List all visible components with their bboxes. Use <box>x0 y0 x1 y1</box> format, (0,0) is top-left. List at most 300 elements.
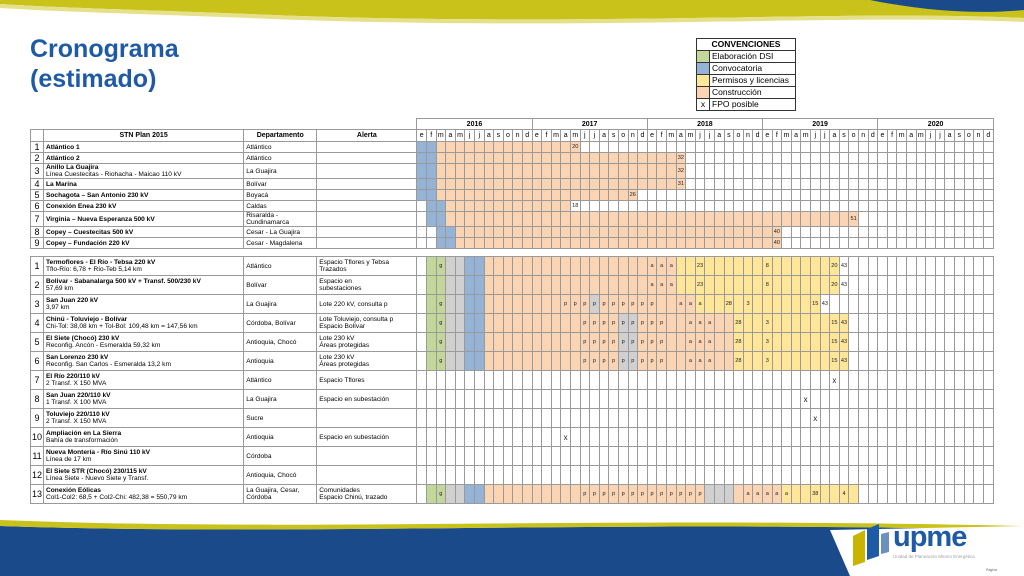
timeline-cell: 43 <box>839 333 849 352</box>
timeline-cell <box>695 466 705 485</box>
timeline-cell <box>810 153 820 164</box>
timeline-cell <box>417 257 427 276</box>
timeline-cell <box>753 333 763 352</box>
timeline-cell <box>724 227 734 238</box>
timeline-cell <box>436 466 446 485</box>
timeline-cell <box>532 190 542 201</box>
timeline-cell <box>657 179 667 190</box>
month-header: a <box>945 130 955 142</box>
timeline-cell <box>532 179 542 190</box>
alert-line: Lote 230 kV <box>319 335 355 342</box>
timeline-cell <box>935 428 945 447</box>
timeline-cell <box>954 179 964 190</box>
timeline-cell <box>887 276 897 295</box>
timeline-cell <box>868 227 878 238</box>
timeline-cell <box>561 201 571 212</box>
timeline-cell <box>762 227 772 238</box>
timeline-cell <box>590 371 600 390</box>
timeline-cell <box>455 314 465 333</box>
month-header: a <box>446 130 456 142</box>
timeline-cell <box>734 153 744 164</box>
timeline-cell <box>983 447 993 466</box>
timeline-cell <box>513 485 523 504</box>
department-cell <box>244 428 317 447</box>
timeline-cell <box>686 447 696 466</box>
timeline-cell <box>954 371 964 390</box>
timeline-cell <box>580 227 590 238</box>
timeline-cell <box>570 257 580 276</box>
timeline-cell <box>974 466 984 485</box>
timeline-cell <box>599 227 609 238</box>
timeline-cell <box>935 190 945 201</box>
timeline-cell <box>782 466 792 485</box>
timeline-cell <box>513 179 523 190</box>
timeline-cell <box>945 409 955 428</box>
timeline-cell <box>484 257 494 276</box>
timeline-cell <box>609 447 619 466</box>
timeline-cell <box>897 179 907 190</box>
timeline-cell <box>974 447 984 466</box>
timeline-cell <box>714 409 724 428</box>
timeline-cell <box>542 428 552 447</box>
timeline-cell <box>705 371 715 390</box>
timeline-cell <box>945 295 955 314</box>
timeline-cell: 32 <box>676 164 686 179</box>
timeline-cell <box>465 190 475 201</box>
timeline-cell <box>570 466 580 485</box>
timeline-cell <box>868 409 878 428</box>
project-title: El Siete (Chocó) 230 kV <box>46 335 120 342</box>
timeline-cell <box>974 179 984 190</box>
timeline-cell <box>455 485 465 504</box>
project-name <box>44 485 244 504</box>
timeline-cell <box>561 485 571 504</box>
timeline-cell <box>935 447 945 466</box>
timeline-cell: a <box>695 314 705 333</box>
timeline-cell <box>676 276 686 295</box>
timeline-cell <box>657 190 667 201</box>
timeline-cell <box>638 371 648 390</box>
timeline-cell: p <box>638 352 648 371</box>
timeline-cell <box>609 428 619 447</box>
timeline-cell <box>906 314 916 333</box>
timeline-cell <box>897 164 907 179</box>
timeline-cell: g <box>436 485 446 504</box>
timeline-cell <box>513 153 523 164</box>
month-header: m <box>897 130 907 142</box>
timeline-cell <box>964 333 974 352</box>
project-row <box>31 276 994 295</box>
timeline-cell <box>954 352 964 371</box>
timeline-cell <box>436 164 446 179</box>
timeline-cell <box>417 164 427 179</box>
timeline-cell <box>647 201 657 212</box>
timeline-cell: p <box>638 295 648 314</box>
timeline-cell <box>926 371 936 390</box>
timeline-cell <box>599 201 609 212</box>
timeline-cell <box>474 212 484 227</box>
timeline-cell <box>878 428 888 447</box>
timeline-cell <box>666 164 676 179</box>
timeline-cell <box>465 447 475 466</box>
timeline-cell <box>503 485 513 504</box>
timeline-cell <box>782 190 792 201</box>
timeline-cell <box>887 447 897 466</box>
timeline-cell <box>724 333 734 352</box>
timeline-cell <box>964 227 974 238</box>
timeline-cell <box>964 164 974 179</box>
timeline-cell <box>964 352 974 371</box>
timeline-cell <box>974 212 984 227</box>
timeline-cell <box>436 190 446 201</box>
timeline-cell <box>638 276 648 295</box>
timeline-cell <box>849 428 859 447</box>
timeline-cell <box>878 164 888 179</box>
timeline-cell <box>590 466 600 485</box>
timeline-cell <box>714 201 724 212</box>
timeline-cell <box>810 164 820 179</box>
row-number: 9 <box>31 238 44 249</box>
timeline-cell: p <box>657 485 667 504</box>
timeline-cell <box>474 428 484 447</box>
timeline-cell <box>743 390 753 409</box>
timeline-cell <box>762 428 772 447</box>
timeline-cell <box>638 390 648 409</box>
timeline-cell <box>657 142 667 153</box>
timeline-cell <box>734 201 744 212</box>
timeline-cell <box>551 352 561 371</box>
timeline-cell <box>743 447 753 466</box>
timeline-cell: p <box>628 485 638 504</box>
timeline-cell <box>964 142 974 153</box>
timeline-cell <box>753 201 763 212</box>
timeline-cell <box>484 428 494 447</box>
timeline-cell <box>522 333 532 352</box>
timeline-cell <box>474 164 484 179</box>
project-name <box>44 314 244 333</box>
timeline-cell <box>503 390 513 409</box>
month-header: f <box>657 130 667 142</box>
timeline-cell <box>983 164 993 179</box>
timeline-cell <box>705 201 715 212</box>
timeline-cell <box>974 352 984 371</box>
timeline-cell <box>465 179 475 190</box>
timeline-cell <box>455 295 465 314</box>
project-row <box>31 428 994 447</box>
timeline-cell <box>839 238 849 249</box>
timeline-cell <box>618 142 628 153</box>
timeline-cell <box>426 201 436 212</box>
timeline-cell <box>494 295 504 314</box>
timeline-cell <box>455 201 465 212</box>
timeline-cell <box>830 212 840 227</box>
timeline-cell <box>762 447 772 466</box>
timeline-cell <box>945 428 955 447</box>
timeline-cell <box>887 409 897 428</box>
timeline-cell: a <box>676 295 686 314</box>
timeline-cell <box>906 333 916 352</box>
month-header: a <box>714 130 724 142</box>
row-number: 2 <box>31 276 44 295</box>
timeline-cell <box>666 142 676 153</box>
timeline-cell <box>714 238 724 249</box>
timeline-cell <box>551 390 561 409</box>
timeline-cell <box>465 466 475 485</box>
timeline-cell <box>532 276 542 295</box>
timeline-cell <box>801 314 811 333</box>
timeline-cell <box>734 238 744 249</box>
timeline-cell <box>830 485 840 504</box>
timeline-cell <box>494 352 504 371</box>
timeline-cell <box>532 371 542 390</box>
department-line: Córdoba <box>246 452 272 460</box>
timeline-cell <box>791 314 801 333</box>
timeline-cell: p <box>647 333 657 352</box>
month-header: s <box>839 130 849 142</box>
timeline-cell: 38 <box>810 485 820 504</box>
timeline-cell <box>772 201 782 212</box>
timeline-cell: p <box>609 485 619 504</box>
month-header: d <box>868 130 878 142</box>
timeline-cell <box>513 257 523 276</box>
timeline-cell <box>724 466 734 485</box>
timeline-cell <box>446 142 456 153</box>
timeline-cell <box>983 409 993 428</box>
timeline-cell <box>849 238 859 249</box>
timeline-cell <box>714 371 724 390</box>
timeline-cell: p <box>580 295 590 314</box>
timeline-cell <box>724 179 734 190</box>
timeline-cell <box>465 227 475 238</box>
timeline-cell <box>503 333 513 352</box>
timeline-cell <box>858 212 868 227</box>
timeline-cell <box>570 179 580 190</box>
timeline-cell <box>513 390 523 409</box>
timeline-cell <box>830 466 840 485</box>
month-header: e <box>417 130 427 142</box>
timeline-cell <box>935 257 945 276</box>
timeline-cell <box>426 227 436 238</box>
timeline-cell <box>657 227 667 238</box>
timeline-cell <box>426 352 436 371</box>
timeline-cell <box>945 227 955 238</box>
timeline-cell <box>705 153 715 164</box>
project-row <box>31 371 994 390</box>
timeline-cell <box>743 164 753 179</box>
timeline-cell <box>926 227 936 238</box>
timeline-cell <box>772 466 782 485</box>
project-name <box>44 201 244 212</box>
month-header: m <box>570 130 580 142</box>
timeline-cell <box>743 227 753 238</box>
timeline-cell <box>503 142 513 153</box>
timeline-cell <box>513 409 523 428</box>
department-cell <box>244 276 317 295</box>
timeline-cell <box>954 257 964 276</box>
timeline-cell <box>618 153 628 164</box>
month-header: d <box>983 130 993 142</box>
timeline-cell <box>417 276 427 295</box>
timeline-cell <box>897 238 907 249</box>
timeline-cell <box>782 276 792 295</box>
timeline-cell <box>580 238 590 249</box>
timeline-cell <box>791 164 801 179</box>
timeline-cell <box>638 466 648 485</box>
timeline-cell <box>743 276 753 295</box>
timeline-cell <box>647 409 657 428</box>
timeline-cell <box>820 212 830 227</box>
month-header: d <box>638 130 648 142</box>
timeline-cell <box>926 190 936 201</box>
timeline-cell <box>446 428 456 447</box>
timeline-cell <box>503 352 513 371</box>
project-title: El Siete STR (Chocó) 230/115 kV <box>46 468 147 475</box>
timeline-cell: p <box>618 333 628 352</box>
timeline-cell <box>426 153 436 164</box>
timeline-cell <box>858 409 868 428</box>
timeline-cell <box>657 201 667 212</box>
timeline-cell: p <box>570 295 580 314</box>
timeline-cell <box>858 466 868 485</box>
timeline-cell <box>791 466 801 485</box>
timeline-cell <box>782 352 792 371</box>
timeline-cell <box>446 466 456 485</box>
timeline-cell <box>494 314 504 333</box>
timeline-cell <box>801 238 811 249</box>
timeline-cell <box>724 201 734 212</box>
timeline-cell: p <box>580 314 590 333</box>
timeline-cell <box>810 201 820 212</box>
timeline-cell: 4 <box>839 485 849 504</box>
timeline-cell <box>724 447 734 466</box>
timeline-cell: p <box>657 333 667 352</box>
timeline-cell <box>945 201 955 212</box>
timeline-cell <box>724 276 734 295</box>
timeline-cell <box>474 276 484 295</box>
timeline-cell <box>801 333 811 352</box>
timeline-cell <box>849 142 859 153</box>
department-line: Risaralda - <box>246 212 279 219</box>
timeline-cell <box>906 352 916 371</box>
timeline-cell <box>465 428 475 447</box>
timeline-cell <box>522 257 532 276</box>
timeline-cell <box>753 466 763 485</box>
timeline-cell <box>570 428 580 447</box>
timeline-cell <box>590 153 600 164</box>
timeline-cell <box>839 153 849 164</box>
timeline-cell <box>474 371 484 390</box>
timeline-cell: 3 <box>762 352 772 371</box>
timeline-cell <box>935 227 945 238</box>
timeline-cell <box>474 257 484 276</box>
timeline-cell <box>753 428 763 447</box>
department-line: Cesar - Magdalena <box>246 239 303 247</box>
timeline-cell <box>666 295 676 314</box>
timeline-cell <box>964 371 974 390</box>
timeline-cell: a <box>782 485 792 504</box>
timeline-cell <box>599 257 609 276</box>
timeline-cell <box>436 371 446 390</box>
timeline-cell <box>916 212 926 227</box>
month-header: j <box>695 130 705 142</box>
timeline-cell <box>417 201 427 212</box>
project-title: Virginia – Nueva Esperanza 500 kV <box>46 215 155 223</box>
timeline-cell <box>542 257 552 276</box>
timeline-cell <box>599 238 609 249</box>
timeline-cell <box>954 485 964 504</box>
header-blank <box>31 119 417 130</box>
timeline-cell <box>484 466 494 485</box>
timeline-cell <box>849 295 859 314</box>
timeline-cell <box>484 212 494 227</box>
row-number: 4 <box>31 179 44 190</box>
timeline-cell <box>878 409 888 428</box>
timeline-cell <box>513 295 523 314</box>
timeline-cell <box>868 153 878 164</box>
timeline-cell <box>590 447 600 466</box>
timeline-cell <box>436 227 446 238</box>
department-cell <box>244 314 317 333</box>
timeline-cell: a <box>686 314 696 333</box>
timeline-cell <box>820 428 830 447</box>
alert-line: Lote 230 kV <box>319 354 355 361</box>
month-header: n <box>743 130 753 142</box>
timeline-cell: p <box>580 485 590 504</box>
timeline-cell <box>695 409 705 428</box>
timeline-cell <box>926 142 936 153</box>
timeline-cell <box>561 447 571 466</box>
timeline-cell: 43 <box>839 314 849 333</box>
timeline-cell <box>618 466 628 485</box>
timeline-cell <box>561 390 571 409</box>
timeline-cell <box>858 190 868 201</box>
project-name <box>44 352 244 371</box>
timeline-cell: g <box>436 352 446 371</box>
timeline-cell <box>503 227 513 238</box>
timeline-cell <box>820 447 830 466</box>
timeline-cell <box>849 409 859 428</box>
department-cell <box>244 390 317 409</box>
timeline-cell <box>782 212 792 227</box>
row-number: 5 <box>31 333 44 352</box>
timeline-cell <box>724 238 734 249</box>
timeline-cell <box>849 257 859 276</box>
timeline-cell <box>734 390 744 409</box>
timeline-cell <box>839 190 849 201</box>
timeline-cell <box>484 227 494 238</box>
timeline-cell <box>935 352 945 371</box>
timeline-cell <box>983 179 993 190</box>
timeline-cell <box>436 409 446 428</box>
project-title: Atlántico 1 <box>46 143 80 151</box>
timeline-cell <box>772 142 782 153</box>
timeline-cell <box>983 238 993 249</box>
timeline-cell <box>897 257 907 276</box>
project-title: Anillo La Guajira <box>46 164 99 171</box>
timeline-cell <box>820 142 830 153</box>
timeline-cell <box>849 179 859 190</box>
timeline-cell: 43 <box>839 257 849 276</box>
timeline-cell <box>858 295 868 314</box>
timeline-cell <box>762 238 772 249</box>
timeline-cell <box>849 201 859 212</box>
timeline-cell <box>801 276 811 295</box>
timeline-cell <box>465 390 475 409</box>
timeline-cell <box>446 238 456 249</box>
timeline-cell <box>474 153 484 164</box>
timeline-cell: p <box>638 314 648 333</box>
timeline-cell <box>830 142 840 153</box>
